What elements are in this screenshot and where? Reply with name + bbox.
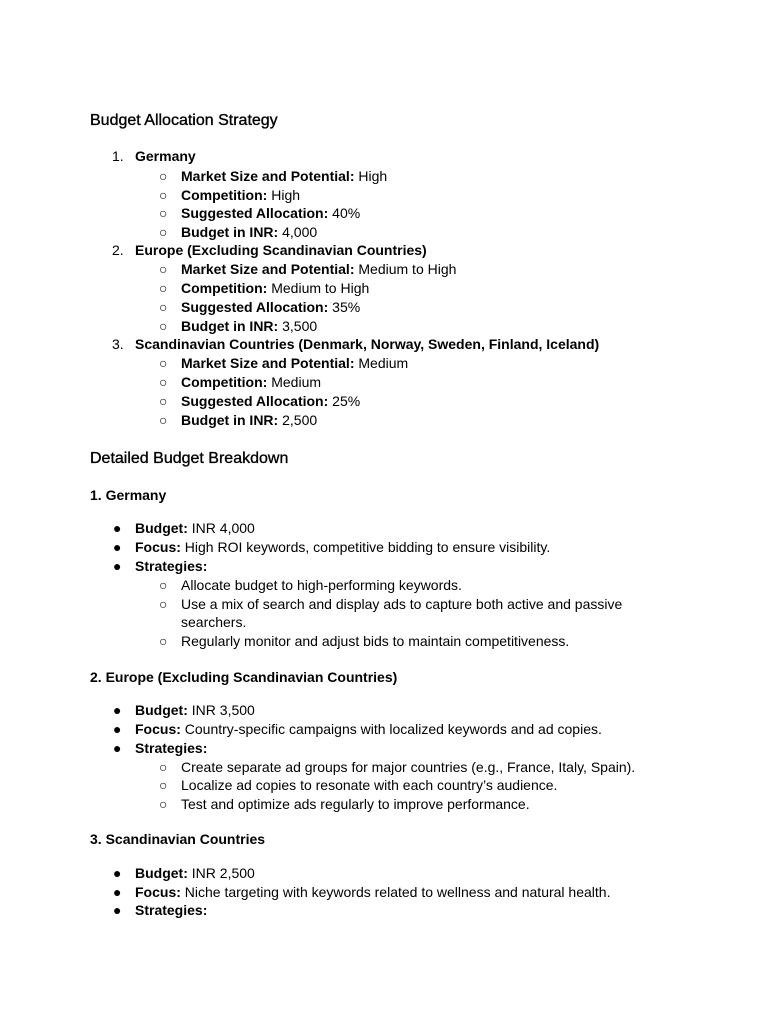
strategy-item-continued: searchers. [181,614,247,630]
subheading-europe: 2. Europe (Excluding Scandinavian Countries) [90,669,398,685]
strategy-item: Allocate budget to high-performing keywords. [181,577,462,593]
hollow-bullet: ○ [159,168,168,184]
list-item: Market Size and Potential: High [181,168,388,184]
strategy-item: Create separate ad groups for major countries (e.g., France, Italy, Spain). [181,759,636,775]
hollow-bullet: ○ [159,777,168,793]
list-item: Suggested Allocation: 25% [181,393,361,409]
strategies-label: Strategies: [135,740,208,756]
filled-bullet: ● [113,702,122,718]
list-item: Suggested Allocation: 40% [181,205,361,221]
filled-bullet: ● [113,902,122,918]
hollow-bullet: ○ [159,205,168,221]
filled-bullet: ● [113,539,122,555]
strategies-label: Strategies: [135,558,208,574]
subheading-germany: 1. Germany [90,487,167,503]
list-item: Market Size and Potential: Medium [181,355,409,371]
hollow-bullet: ○ [159,596,168,612]
hollow-bullet: ○ [159,318,168,334]
hollow-bullet: ○ [159,280,168,296]
filled-bullet: ● [113,865,122,881]
list-item: Focus: High ROI keywords, competitive bidding to ensure visibility. [135,539,551,555]
hollow-bullet: ○ [159,187,168,203]
country-name: Europe (Excluding Scandinavian Countries) [135,242,427,258]
strategy-item: Localize ad copies to resonate with each country’s audience. [181,777,558,793]
hollow-bullet: ○ [159,374,168,390]
country-name: Germany [135,148,196,164]
list-item: Budget: INR 2,500 [135,865,255,881]
list-number: 3. [112,336,124,352]
hollow-bullet: ○ [159,759,168,775]
country-name: Scandinavian Countries (Denmark, Norway, Sweden, Finland, Iceland) [135,336,600,352]
hollow-bullet: ○ [159,796,168,812]
strategy-item: Test and optimize ads regularly to improve performance. [181,796,530,812]
strategy-item: Use a mix of search and display ads to capture both active and passive [181,596,623,612]
list-item: Budget in INR: 3,500 [181,318,318,334]
hollow-bullet: ○ [159,355,168,371]
list-number: 1. [112,148,124,164]
list-item: Competition: Medium [181,374,322,390]
hollow-bullet: ○ [159,577,168,593]
heading-budget-allocation-strategy: Budget Allocation Strategy [90,112,278,129]
hollow-bullet: ○ [159,299,168,315]
filled-bullet: ● [113,558,122,574]
list-item: Market Size and Potential: Medium to High [181,261,457,277]
list-item: Budget: INR 4,000 [135,520,255,536]
list-number: 2. [112,242,124,258]
strategies-label: Strategies: [135,902,208,918]
list-item: Competition: Medium to High [181,280,370,296]
list-item: Focus: Country-specific campaigns with localized keywords and ad copies. [135,721,602,737]
heading-detailed-budget-breakdown: Detailed Budget Breakdown [90,450,289,467]
hollow-bullet: ○ [159,393,168,409]
hollow-bullet: ○ [159,261,168,277]
hollow-bullet: ○ [159,633,168,649]
hollow-bullet: ○ [159,412,168,428]
list-item: Suggested Allocation: 35% [181,299,361,315]
list-item: Competition: High [181,187,301,203]
filled-bullet: ● [113,721,122,737]
list-item: Focus: Niche targeting with keywords related to wellness and natural health. [135,884,611,900]
filled-bullet: ● [113,520,122,536]
filled-bullet: ● [113,884,122,900]
list-item: Budget in INR: 4,000 [181,224,318,240]
strategy-item: Regularly monitor and adjust bids to maintain competitiveness. [181,633,570,649]
list-item: Budget in INR: 2,500 [181,412,318,428]
list-item: Budget: INR 3,500 [135,702,255,718]
filled-bullet: ● [113,740,122,756]
hollow-bullet: ○ [159,224,168,240]
subheading-scandinavian: 3. Scandinavian Countries [90,831,266,847]
